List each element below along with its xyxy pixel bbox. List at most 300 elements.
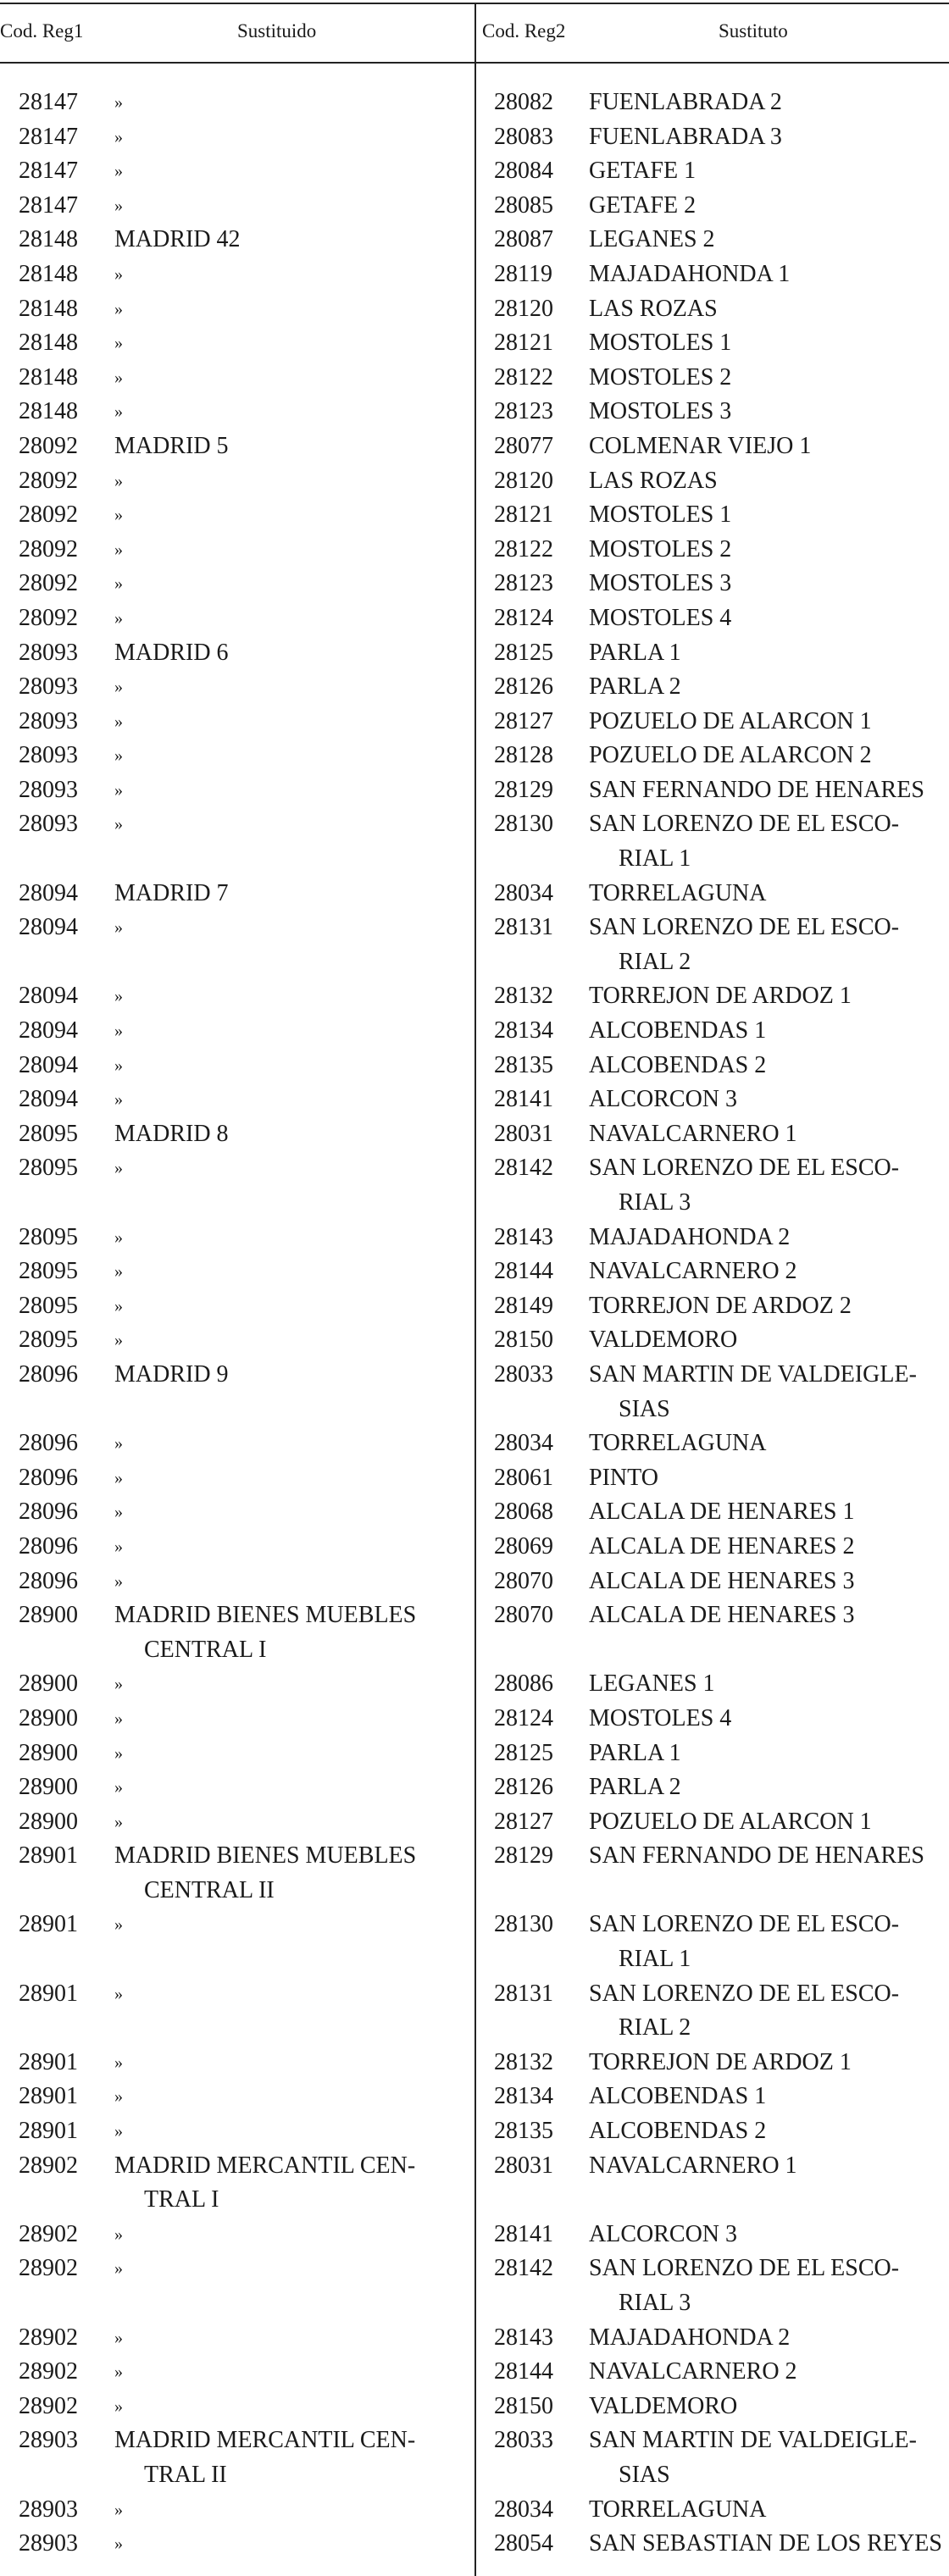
code-reg2-cell: 28084 bbox=[494, 158, 553, 185]
code-reg2-cell: 28033 bbox=[494, 2427, 553, 2454]
sustituto-line2: SIAS bbox=[619, 1395, 670, 1422]
sustituto-cell: SAN FERNANDO DE HENARES bbox=[589, 776, 924, 803]
table-row bbox=[0, 807, 949, 876]
sustituido-cell bbox=[114, 2149, 470, 2218]
sustituto-cell: ALCOBENDAS 1 bbox=[589, 2083, 767, 2110]
code-reg2-cell: 28120 bbox=[494, 467, 553, 494]
sustituido-cell: » bbox=[114, 93, 123, 112]
sustituto-cell: ALCOBENDAS 2 bbox=[589, 2118, 767, 2145]
sustituto-line1: SAN LORENZO DE EL ESCO- bbox=[589, 914, 900, 941]
code-reg2-cell: 28086 bbox=[494, 1670, 553, 1698]
code-reg2-cell: 28132 bbox=[494, 983, 553, 1010]
sustituido-cell: » bbox=[114, 506, 123, 525]
table-row bbox=[0, 1598, 949, 1667]
code-reg2-cell: 28061 bbox=[494, 1464, 553, 1491]
table-row bbox=[0, 1358, 949, 1426]
table-row bbox=[0, 705, 949, 740]
sustituido-cell: » bbox=[114, 1434, 123, 1454]
sustituto-cell: LEGANES 1 bbox=[589, 1670, 715, 1698]
table-row bbox=[0, 292, 949, 327]
sustituido-line1: MADRID MERCANTIL CEN- bbox=[114, 2427, 416, 2454]
code-reg1-cell: 28095 bbox=[19, 1223, 78, 1250]
table-row bbox=[0, 1702, 949, 1737]
code-reg2-cell: 28123 bbox=[494, 570, 553, 597]
sustituido-cell: » bbox=[114, 987, 123, 1006]
sustituido-cell bbox=[114, 1839, 470, 1908]
table-row bbox=[0, 1495, 949, 1530]
code-reg2-cell: 28034 bbox=[494, 879, 553, 906]
code-reg1-cell: 28095 bbox=[19, 1120, 78, 1147]
code-reg1-cell: 28147 bbox=[19, 191, 78, 219]
code-reg2-cell: 28121 bbox=[494, 330, 553, 357]
sustituido-cell bbox=[114, 1598, 470, 1667]
table-row bbox=[0, 2355, 949, 2390]
sustituto-cell: FUENLABRADA 2 bbox=[589, 89, 782, 115]
sustituido-cell: » bbox=[114, 2534, 123, 2554]
sustituido-line2: CENTRAL II bbox=[144, 1876, 275, 1903]
table-row bbox=[0, 1565, 949, 1599]
code-reg2-cell: 28141 bbox=[494, 1086, 553, 1113]
code-reg2-cell: 28131 bbox=[494, 1980, 553, 2007]
sustituto-cell: ALCORCON 3 bbox=[589, 1086, 738, 1113]
code-reg1-cell: 28093 bbox=[19, 776, 78, 803]
sustituido-cell: » bbox=[114, 334, 123, 353]
table-row bbox=[0, 2493, 949, 2528]
code-reg2-cell: 28054 bbox=[494, 2530, 553, 2557]
code-reg2-cell: 28142 bbox=[494, 1155, 553, 1182]
code-reg2-cell: 28070 bbox=[494, 1567, 553, 1594]
code-reg1-cell: 28093 bbox=[19, 811, 78, 838]
code-reg1-cell: 28096 bbox=[19, 1532, 78, 1559]
code-reg1-cell: 28095 bbox=[19, 1327, 78, 1354]
sustituto-cell: TORRELAGUNA bbox=[589, 879, 767, 906]
code-reg1-cell: 28092 bbox=[19, 604, 78, 631]
sustituto-cell: PINTO bbox=[589, 1464, 658, 1491]
code-reg1-cell: 28903 bbox=[19, 2427, 78, 2454]
code-reg2-cell: 28135 bbox=[494, 2118, 553, 2145]
table-row bbox=[0, 1461, 949, 1496]
code-reg2-cell: 28127 bbox=[494, 707, 553, 734]
table-row bbox=[0, 2252, 949, 2320]
code-reg1-cell: 28901 bbox=[19, 1842, 78, 1870]
code-reg1-cell: 28148 bbox=[19, 226, 78, 253]
header-code-reg1: Cod. Reg1 bbox=[0, 20, 84, 42]
sustituido-line2: TRAL II bbox=[144, 2461, 227, 2488]
sustituto-cell: LEGANES 2 bbox=[589, 226, 715, 253]
sustituto-line1: SAN MARTIN DE VALDEIGLE- bbox=[589, 2427, 917, 2454]
sustituto-cell: MAJADAHONDA 2 bbox=[589, 1223, 791, 1250]
code-reg1-cell: 28093 bbox=[19, 673, 78, 701]
table-row bbox=[0, 1049, 949, 1083]
code-reg1-cell: 28096 bbox=[19, 1499, 78, 1526]
table-row bbox=[0, 154, 949, 189]
code-reg1-cell: 28093 bbox=[19, 742, 78, 769]
sustituido-cell: » bbox=[114, 2363, 123, 2382]
table-row bbox=[0, 1255, 949, 1289]
code-reg1-cell: 28900 bbox=[19, 1808, 78, 1835]
sustituido-line1: MADRID BIENES MUEBLES bbox=[114, 1602, 417, 1629]
code-reg1-cell: 28903 bbox=[19, 2530, 78, 2557]
sustituto-cell bbox=[589, 807, 949, 876]
sustituto-line2: RIAL 3 bbox=[619, 1189, 691, 1216]
sustituto-line1: SAN LORENZO DE EL ESCO- bbox=[589, 1911, 900, 1938]
sustituido-cell: » bbox=[114, 2259, 123, 2279]
sustituto-cell: MOSTOLES 3 bbox=[589, 398, 732, 425]
code-reg1-cell: 28903 bbox=[19, 2496, 78, 2523]
sustituto-cell: SAN FERNANDO DE HENARES bbox=[589, 1842, 924, 1870]
code-reg1-cell: 28093 bbox=[19, 639, 78, 666]
table-row bbox=[0, 1530, 949, 1565]
code-reg2-cell: 28124 bbox=[494, 604, 553, 631]
sustituto-cell: MAJADAHONDA 1 bbox=[589, 260, 791, 287]
table-row bbox=[0, 1737, 949, 1771]
code-reg1-cell: 28148 bbox=[19, 295, 78, 322]
code-reg2-cell: 28130 bbox=[494, 811, 553, 838]
table-row bbox=[0, 1083, 949, 1117]
code-reg1-cell: 28900 bbox=[19, 1602, 78, 1629]
code-reg1-cell: 28094 bbox=[19, 1086, 78, 1113]
code-reg1-cell: 28096 bbox=[19, 1464, 78, 1491]
table-row bbox=[0, 326, 949, 361]
sustituido-cell: » bbox=[114, 1262, 123, 1282]
sustituido-cell: MADRID 6 bbox=[114, 639, 229, 666]
code-reg1-cell: 28096 bbox=[19, 1360, 78, 1388]
code-reg1-cell: 28094 bbox=[19, 1051, 78, 1078]
sustituto-cell: MAJADAHONDA 2 bbox=[589, 2324, 791, 2351]
code-reg2-cell: 28034 bbox=[494, 2496, 553, 2523]
code-reg2-cell: 28082 bbox=[494, 89, 553, 115]
table-row bbox=[0, 464, 949, 499]
sustituto-cell bbox=[589, 2424, 949, 2492]
sustituto-cell: MOSTOLES 4 bbox=[589, 1704, 732, 1731]
sustituto-cell bbox=[589, 2252, 949, 2320]
sustituido-cell: » bbox=[114, 1159, 123, 1178]
sustituto-cell: MOSTOLES 3 bbox=[589, 570, 732, 597]
sustituto-line2: RIAL 1 bbox=[619, 1946, 691, 1973]
sustituido-cell: » bbox=[114, 540, 123, 559]
table-row bbox=[0, 1221, 949, 1255]
code-reg2-cell: 28143 bbox=[494, 2324, 553, 2351]
code-reg2-cell: 28142 bbox=[494, 2255, 553, 2282]
sustituido-cell: » bbox=[114, 2396, 123, 2416]
sustituido-cell: » bbox=[114, 746, 123, 766]
code-reg2-cell: 28127 bbox=[494, 1808, 553, 1835]
code-reg1-cell: 28902 bbox=[19, 2392, 78, 2419]
code-reg2-cell: 28069 bbox=[494, 1532, 553, 1559]
code-reg1-cell: 28900 bbox=[19, 1704, 78, 1731]
sustituto-cell: LAS ROZAS bbox=[589, 467, 718, 494]
code-reg2-cell: 28122 bbox=[494, 535, 553, 562]
code-reg1-cell: 28094 bbox=[19, 1017, 78, 1044]
sustituto-cell: ALCOBENDAS 2 bbox=[589, 1051, 767, 1078]
sustituto-cell: MOSTOLES 1 bbox=[589, 501, 732, 529]
sustituido-cell: » bbox=[114, 1055, 123, 1075]
table-row bbox=[0, 395, 949, 429]
table-row bbox=[0, 1839, 949, 1908]
code-reg2-cell: 28121 bbox=[494, 501, 553, 529]
sustituto-cell: PARLA 1 bbox=[589, 639, 681, 666]
table-row bbox=[0, 2149, 949, 2218]
sustituto-cell: NAVALCARNERO 1 bbox=[589, 1120, 797, 1147]
sustituido-cell: » bbox=[114, 2328, 123, 2347]
sustituto-cell: MOSTOLES 4 bbox=[589, 604, 732, 631]
code-reg2-cell: 28083 bbox=[494, 123, 553, 150]
code-reg2-cell: 28150 bbox=[494, 2392, 553, 2419]
table-row bbox=[0, 911, 949, 979]
code-reg1-cell: 28901 bbox=[19, 1980, 78, 2007]
sustituido-cell: » bbox=[114, 1778, 123, 1798]
table-row bbox=[0, 533, 949, 568]
table-row bbox=[0, 670, 949, 705]
sustituto-cell: LAS ROZAS bbox=[589, 295, 718, 322]
code-reg1-cell: 28148 bbox=[19, 363, 78, 391]
sustituto-cell bbox=[589, 911, 949, 979]
table-row bbox=[0, 2321, 949, 2356]
sustituido-cell: » bbox=[114, 162, 123, 181]
code-reg2-cell: 28150 bbox=[494, 1327, 553, 1354]
code-reg1-cell: 28148 bbox=[19, 260, 78, 287]
sustituto-cell: ALCALA DE HENARES 1 bbox=[589, 1499, 855, 1526]
code-reg2-cell: 28070 bbox=[494, 1602, 553, 1629]
sustituido-cell: » bbox=[114, 780, 123, 800]
sustituto-cell: TORRELAGUNA bbox=[589, 1430, 767, 1457]
sustituto-cell: TORRELAGUNA bbox=[589, 2496, 767, 2523]
table-row bbox=[0, 1117, 949, 1152]
sustituido-cell: » bbox=[114, 1675, 123, 1694]
sustituido-cell: » bbox=[114, 1503, 123, 1522]
sustituto-line1: SAN LORENZO DE EL ESCO- bbox=[589, 1155, 900, 1182]
table-row bbox=[0, 86, 949, 120]
sustituto-cell: NAVALCARNERO 1 bbox=[589, 2152, 797, 2179]
sustituido-cell: » bbox=[114, 1331, 123, 1350]
code-reg1-cell: 28095 bbox=[19, 1292, 78, 1319]
code-reg2-cell: 28144 bbox=[494, 2358, 553, 2385]
code-reg2-cell: 28141 bbox=[494, 2220, 553, 2247]
sustituido-cell: » bbox=[114, 1812, 123, 1831]
sustituto-cell: NAVALCARNERO 2 bbox=[589, 2358, 797, 2385]
table-row bbox=[0, 739, 949, 773]
table-row bbox=[0, 223, 949, 258]
code-reg2-cell: 28077 bbox=[494, 432, 553, 459]
sustituto-cell: ALCOBENDAS 1 bbox=[589, 1017, 767, 1044]
sustituido-cell: MADRID 9 bbox=[114, 1360, 229, 1388]
sustituto-cell: POZUELO DE ALARCON 1 bbox=[589, 1808, 872, 1835]
table-row bbox=[0, 1323, 949, 1358]
table-row bbox=[0, 2218, 949, 2252]
sustituto-cell bbox=[589, 1358, 949, 1426]
table-row bbox=[0, 1426, 949, 1461]
sustituido-cell: » bbox=[114, 1984, 123, 2003]
code-reg2-cell: 28129 bbox=[494, 776, 553, 803]
sustituto-cell: ALCALA DE HENARES 2 bbox=[589, 1532, 855, 1559]
code-reg1-cell: 28092 bbox=[19, 467, 78, 494]
code-reg1-cell: 28147 bbox=[19, 89, 78, 115]
sustituido-cell: » bbox=[114, 1537, 123, 1556]
table-row bbox=[0, 361, 949, 396]
code-reg1-cell: 28900 bbox=[19, 1739, 78, 1766]
code-reg2-cell: 28131 bbox=[494, 914, 553, 941]
table-row bbox=[0, 2390, 949, 2424]
sustituido-cell: » bbox=[114, 471, 123, 490]
sustituido-cell: » bbox=[114, 2224, 123, 2244]
sustituido-cell: » bbox=[114, 1022, 123, 1041]
sustituido-cell: » bbox=[114, 264, 123, 284]
sustituto-cell: TORREJON DE ARDOZ 1 bbox=[589, 2048, 852, 2075]
table-row bbox=[0, 1805, 949, 1840]
sustituto-line2: RIAL 2 bbox=[619, 2014, 691, 2041]
table-row bbox=[0, 120, 949, 155]
code-reg2-cell: 28125 bbox=[494, 1739, 553, 1766]
sustituido-cell: » bbox=[114, 1571, 123, 1591]
code-reg1-cell: 28900 bbox=[19, 1670, 78, 1698]
sustituto-line1: SAN LORENZO DE EL ESCO- bbox=[589, 811, 900, 838]
code-reg1-cell: 28901 bbox=[19, 2118, 78, 2145]
sustituto-line1: SAN LORENZO DE EL ESCO- bbox=[589, 2255, 900, 2282]
code-reg1-cell: 28148 bbox=[19, 398, 78, 425]
code-reg1-cell: 28900 bbox=[19, 1774, 78, 1801]
code-reg1-cell: 28094 bbox=[19, 914, 78, 941]
sustituto-cell: MOSTOLES 2 bbox=[589, 363, 732, 391]
header-sustituido: Sustituido bbox=[237, 20, 317, 42]
sustituto-cell: SAN SEBASTIAN DE LOS REYES bbox=[589, 2530, 942, 2557]
sustituto-cell: FUENLABRADA 3 bbox=[589, 123, 782, 150]
sustituido-cell: » bbox=[114, 1296, 123, 1316]
sustituido-line2: TRAL I bbox=[144, 2186, 219, 2213]
sustituto-cell: VALDEMORO bbox=[589, 2392, 738, 2419]
code-reg1-cell: 28902 bbox=[19, 2220, 78, 2247]
code-reg2-cell: 28144 bbox=[494, 1258, 553, 1285]
sustituto-cell: PARLA 2 bbox=[589, 1774, 681, 1801]
sustituido-cell: MADRID 8 bbox=[114, 1120, 229, 1147]
code-reg2-cell: 28031 bbox=[494, 1120, 553, 1147]
sustituido-cell: » bbox=[114, 1468, 123, 1487]
table-row bbox=[0, 1667, 949, 1702]
table-row bbox=[0, 1289, 949, 1324]
sustituto-cell: VALDEMORO bbox=[589, 1327, 738, 1354]
table-row bbox=[0, 1014, 949, 1049]
sustituido-cell: MADRID 7 bbox=[114, 879, 229, 906]
sustituto-cell: MOSTOLES 2 bbox=[589, 535, 732, 562]
code-reg1-cell: 28148 bbox=[19, 330, 78, 357]
sustituto-cell: GETAFE 2 bbox=[589, 191, 696, 219]
table-row bbox=[0, 429, 949, 464]
sustituto-cell: TORREJON DE ARDOZ 1 bbox=[589, 983, 852, 1010]
table-row bbox=[0, 1151, 949, 1220]
sustituto-cell: TORREJON DE ARDOZ 2 bbox=[589, 1292, 852, 1319]
code-reg2-cell: 28128 bbox=[494, 742, 553, 769]
sustituido-cell: » bbox=[114, 2122, 123, 2141]
sustituido-cell: » bbox=[114, 608, 123, 628]
sustituido-line1: MADRID MERCANTIL CEN- bbox=[114, 2152, 416, 2179]
code-reg2-cell: 28087 bbox=[494, 226, 553, 253]
sustituido-cell: » bbox=[114, 368, 123, 387]
code-reg1-cell: 28147 bbox=[19, 123, 78, 150]
table-row bbox=[0, 601, 949, 636]
table-row bbox=[0, 1770, 949, 1805]
code-reg1-cell: 28095 bbox=[19, 1258, 78, 1285]
code-reg2-cell: 28034 bbox=[494, 1430, 553, 1457]
code-reg1-cell: 28901 bbox=[19, 2083, 78, 2110]
sustituido-cell: » bbox=[114, 402, 123, 422]
code-reg1-cell: 28096 bbox=[19, 1430, 78, 1457]
code-reg1-cell: 28901 bbox=[19, 1911, 78, 1938]
table-body bbox=[0, 86, 949, 2562]
code-reg2-cell: 28125 bbox=[494, 639, 553, 666]
sustituto-cell: ALCALA DE HENARES 3 bbox=[589, 1602, 855, 1629]
code-reg2-cell: 28031 bbox=[494, 2152, 553, 2179]
code-reg1-cell: 28092 bbox=[19, 570, 78, 597]
code-reg2-cell: 28130 bbox=[494, 1911, 553, 1938]
sustituido-cell: » bbox=[114, 918, 123, 938]
code-reg1-cell: 28092 bbox=[19, 432, 78, 459]
sustituto-cell: POZUELO DE ALARCON 2 bbox=[589, 742, 872, 769]
code-reg1-cell: 28901 bbox=[19, 2048, 78, 2075]
code-reg1-cell: 28094 bbox=[19, 879, 78, 906]
table-row bbox=[0, 979, 949, 1014]
sustituto-line2: RIAL 3 bbox=[619, 2290, 691, 2316]
sustituido-cell: » bbox=[114, 299, 123, 319]
code-reg1-cell: 28902 bbox=[19, 2152, 78, 2179]
table-row bbox=[0, 567, 949, 601]
sustituto-line2: RIAL 1 bbox=[619, 845, 691, 873]
sustituido-cell: » bbox=[114, 1227, 123, 1247]
code-reg2-cell: 28143 bbox=[494, 1223, 553, 1250]
sustituido-cell: » bbox=[114, 1090, 123, 1110]
header-code-reg2: Cod. Reg2 bbox=[482, 20, 566, 42]
code-reg2-cell: 28033 bbox=[494, 1360, 553, 1388]
code-reg1-cell: 28096 bbox=[19, 1567, 78, 1594]
code-reg2-cell: 28124 bbox=[494, 1704, 553, 1731]
sustituto-cell: PARLA 2 bbox=[589, 673, 681, 701]
sustituto-line2: RIAL 2 bbox=[619, 948, 691, 975]
sustituto-cell bbox=[589, 1908, 949, 1976]
sustituto-cell: POZUELO DE ALARCON 1 bbox=[589, 707, 872, 734]
sustituido-cell: » bbox=[114, 678, 123, 697]
table-row bbox=[0, 2114, 949, 2149]
sustituido-line2: CENTRAL I bbox=[144, 1636, 267, 1663]
sustituto-cell: ALCORCON 3 bbox=[589, 2220, 738, 2247]
code-reg2-cell: 28149 bbox=[494, 1292, 553, 1319]
sustituido-cell: » bbox=[114, 2500, 123, 2519]
sustituido-cell: » bbox=[114, 1743, 123, 1763]
table-row bbox=[0, 636, 949, 671]
code-reg2-cell: 28129 bbox=[494, 1842, 553, 1870]
code-reg2-cell: 28126 bbox=[494, 673, 553, 701]
code-reg1-cell: 28095 bbox=[19, 1155, 78, 1182]
sustituto-cell: NAVALCARNERO 2 bbox=[589, 1258, 797, 1285]
table-row bbox=[0, 2080, 949, 2114]
header-sustituto: Sustituto bbox=[719, 20, 788, 42]
sustituido-cell: » bbox=[114, 2087, 123, 2107]
code-reg2-cell: 28135 bbox=[494, 1051, 553, 1078]
code-reg1-cell: 28092 bbox=[19, 535, 78, 562]
sustituido-cell: » bbox=[114, 1915, 123, 1935]
code-reg2-cell: 28068 bbox=[494, 1499, 553, 1526]
code-reg2-cell: 28122 bbox=[494, 363, 553, 391]
sustituto-line2: SIAS bbox=[619, 2461, 670, 2488]
code-reg2-cell: 28134 bbox=[494, 1017, 553, 1044]
code-reg2-cell: 28123 bbox=[494, 398, 553, 425]
table-row bbox=[0, 258, 949, 292]
sustituto-line1: SAN MARTIN DE VALDEIGLE- bbox=[589, 1360, 917, 1388]
code-reg1-cell: 28093 bbox=[19, 707, 78, 734]
sustituido-cell: MADRID 5 bbox=[114, 432, 229, 459]
code-reg2-cell: 28085 bbox=[494, 191, 553, 219]
sustituido-cell: » bbox=[114, 1709, 123, 1728]
table-row bbox=[0, 877, 949, 911]
table-row bbox=[0, 498, 949, 533]
sustituto-cell bbox=[589, 1151, 949, 1220]
